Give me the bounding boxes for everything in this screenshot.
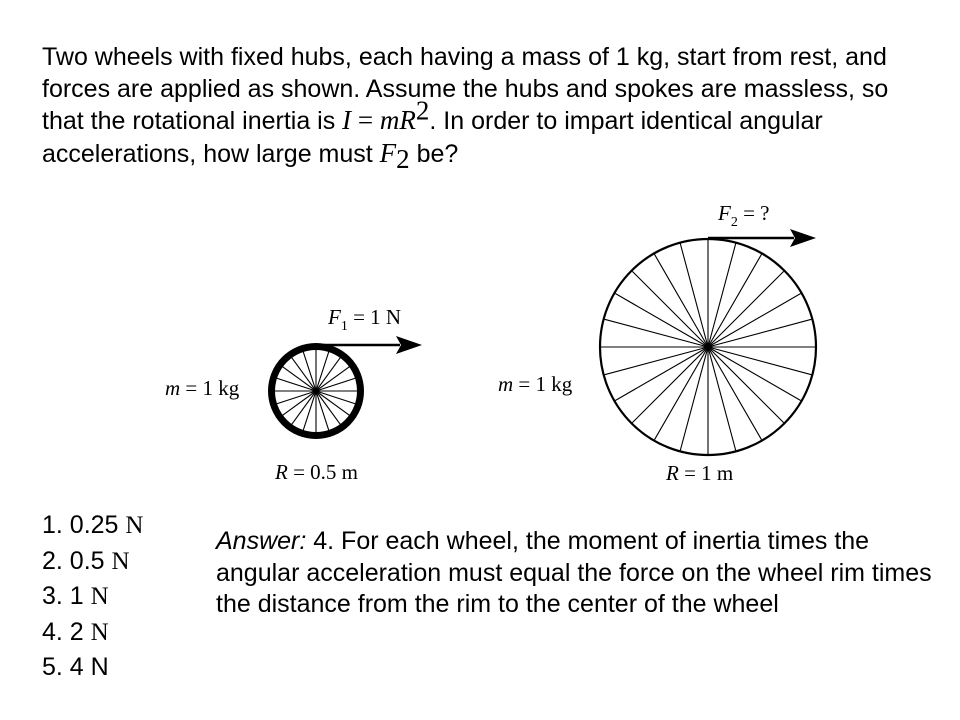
inertia-equals: = [351,105,380,135]
mass-label-large: m = 1 kg [498,372,573,396]
choice-5[interactable]: 5. 4 N [42,653,109,681]
question-part-2: . In order to impart identical angular accelerations, how large must [42,107,823,168]
spoke [708,347,811,375]
spoke [316,351,329,391]
spoke [632,347,708,423]
answer-text: 4. For each wheel, the moment of inertia times the angular acceleration must equal the force on the wheel rim times the distance from the rim to the center of the wheel [216,527,932,618]
spoke [655,347,709,440]
inertia-symbol: I [342,105,352,135]
spoke [655,254,709,347]
answer-label: Answer: [216,527,307,555]
force-1-label: $F_1 = 1$ N [328,305,402,334]
spoke [708,347,784,423]
spoke [680,244,708,347]
spoke [605,347,708,375]
answer-choices [42,508,143,686]
inertia-expression: mR [379,105,416,135]
spoke [303,351,316,391]
question-part-3: be? [409,139,459,168]
spoke [708,319,811,347]
spoke [291,391,316,425]
spoke [708,244,736,347]
choice-2[interactable]: 2. 0.5 N [42,546,130,575]
mass-label-small: m = 1 kg [165,376,240,400]
choice-1[interactable]: 1. 0.25 N [42,511,144,539]
large-wheel [600,229,816,455]
force-2-label: $F_2$ = ? [718,201,770,230]
radius-label-small: R = 0.5 m [275,460,359,484]
spoke [291,357,316,391]
spoke [316,391,341,425]
spoke [282,391,316,416]
spoke [708,347,801,401]
spoke [282,366,316,391]
spoke [680,347,708,450]
answer-explanation [216,526,936,621]
force-symbol: F [379,137,397,168]
force-subscript: 2 [396,143,410,174]
choice-3[interactable]: 3. 1 N [42,582,109,610]
spoke [632,271,708,347]
radius-label-large: R = 1 m [666,461,734,485]
spoke [316,391,350,416]
spoke [316,378,356,391]
spoke [708,347,762,440]
spoke [708,347,736,450]
spoke [615,294,708,348]
spoke [605,319,708,347]
spoke [303,391,316,431]
spoke [316,391,356,404]
spoke [316,357,341,391]
spoke [276,391,316,404]
spoke [615,347,708,401]
question-part-1: Two wheels with fixed hubs, each having a mass of 1 kg, start from rest, and forces are applied as shown. Assume the hubs and spokes are massless, so that the rotational inertia is [42,43,889,135]
spoke [316,391,329,431]
spoke [316,366,350,391]
spoke [276,378,316,391]
spoke [708,254,762,347]
spoke [708,294,801,348]
small-wheel [272,336,423,436]
choice-4[interactable]: 4. 2 N [42,617,109,646]
large-wheel-spokes [601,240,815,454]
spoke [708,271,784,347]
inertia-exponent: 2 [415,95,430,126]
